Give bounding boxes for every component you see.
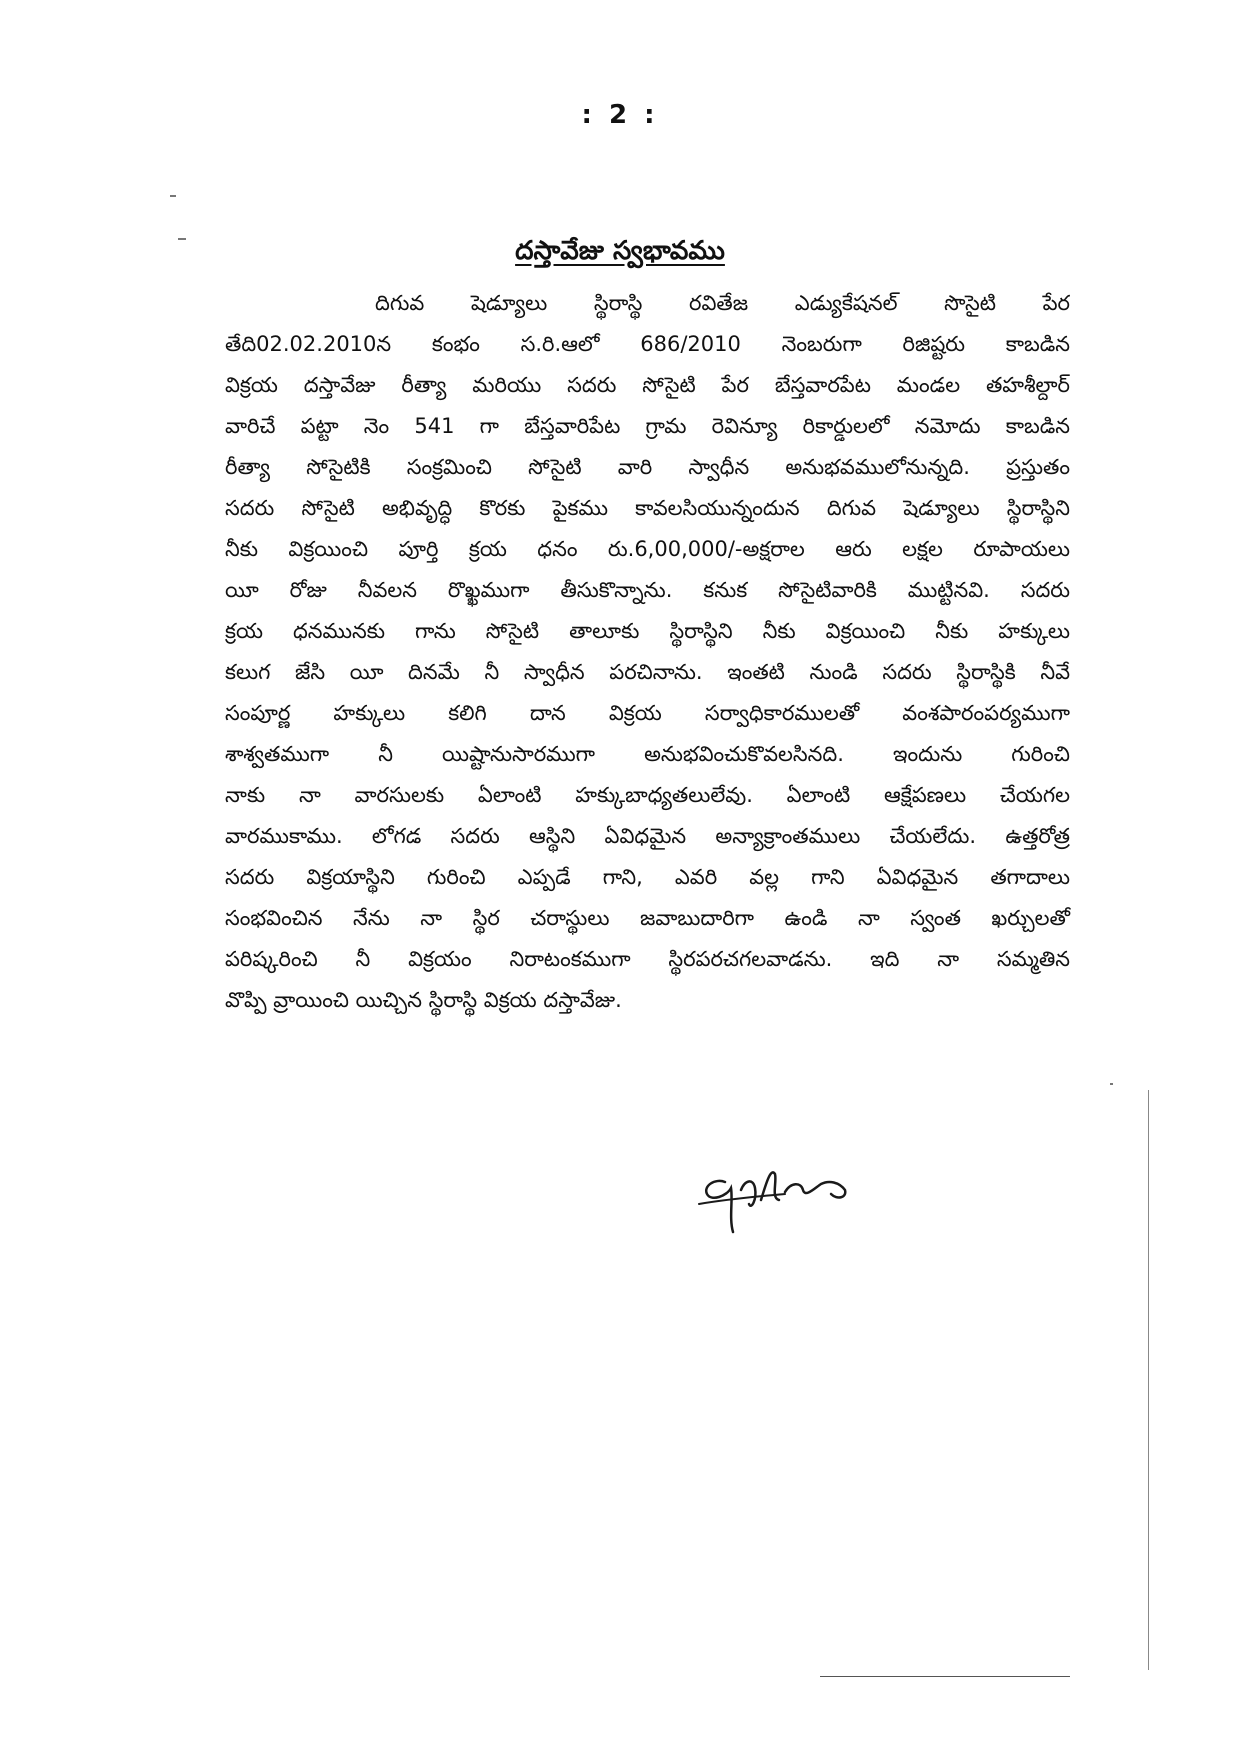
body-line: వొప్పి వ్రాయించి యిచ్చిన స్థిరాస్థి విక్రయ దస్తావేజు. <box>225 988 622 1012</box>
document-body <box>225 283 1070 1021</box>
handwritten-signature <box>695 1160 885 1240</box>
body-line: శాశ్వతముగా నీ యిష్టానుసారముగా అనుభవించుకొవలసినది. ఇందును గురించి <box>225 742 1070 766</box>
bottom-rule <box>820 1676 1070 1677</box>
body-line: వారిచే పట్టా నెం 541 గా బేస్తవారిపేట గ్రామ రెవిన్యూ రికార్డులలో నమోదు కాబడిన <box>225 414 1070 438</box>
body-line: సదరు సోసైటి అభివృద్ధి కొరకు పైకము కావలసియున్నందున దిగువ షెడ్యూలు స్థిరాస్థిని <box>225 496 1070 520</box>
body-line: విక్రయ దస్తావేజు రీత్యా మరియు సదరు సోసైటి పేర బేస్తవారపేట మండల తహశీల్దార్ <box>225 373 1070 397</box>
document-title: దస్తావేజు స్వభావము <box>515 236 725 266</box>
body-line: క్రయ ధనమునకు గాను సోసైటి తాలూకు స్థిరాస్థిని నీకు విక్రయించి నీకు హక్కులు <box>225 619 1070 643</box>
body-line: దిగువ షెడ్యూలు స్థిరాస్థి రవితేజ ఎడ్యుకేషనల్ సొసైటి పేర <box>375 291 1070 315</box>
body-line: సదరు విక్రయాస్థిని గురించి ఎప్పడే గాని, ఎవరి వల్ల గాని ఏవిధమైన తగాదాలు <box>225 865 1070 889</box>
scan-speck <box>170 195 176 197</box>
body-line: రీత్యా సోసైటికి సంక్రమించి సోసైటి వారి స్వాధీన అనుభవములోనున్నది. ప్రస్తుతం <box>225 455 1070 479</box>
body-line: సంభవించిన నేను నా స్థిర చరాస్థులు జవాబుదారిగా ఉండి నా స్వంత ఖర్చులతో <box>225 906 1070 930</box>
scan-speck <box>178 238 186 240</box>
body-line: కలుగ జేసి యీ దినమే నీ స్వాధీన పరచినాను. ఇంతటి నుండి సదరు స్థిరాస్థికి నీవే <box>225 660 1070 684</box>
body-line: నాకు నా వారసులకు ఏలాంటి హక్కుబాధ్యతలులేవు. ఏలాంటి ఆక్షేపణలు చేయగల <box>225 783 1070 807</box>
body-line: తేది02.02.2010న కంభం స.రి.ఆలో 686/2010 నెంబరుగా రిజిష్టరు కాబడిన <box>225 332 1070 356</box>
body-line: పరిష్కరించి నీ విక్రయం నిరాటంకముగా స్థిరపరచగలవాడను. ఇది నా సమ్మతిన <box>225 947 1070 971</box>
margin-rule <box>1148 1090 1149 1670</box>
body-line: యీ రోజు నీవలన రొఖ్ఖముగా తీసుకొన్నాను. కనుక సోసైటివారికి ముట్టినవి. సదరు <box>225 578 1070 602</box>
body-line: వారముకాము. లోగడ సదరు ఆస్థిని ఏవిధమైన అన్యాక్రాంతములు చేయలేదు. ఉత్తరోత్ర <box>225 824 1070 848</box>
body-line: సంపూర్ణ హక్కులు కలిగి దాన విక్రయ సర్వాధికారములతో వంశపారంపర్యముగా <box>225 701 1070 725</box>
page-number: : 2 : <box>581 100 659 130</box>
body-line: నీకు విక్రయించి పూర్తి క్రయ ధనం రు.6,00,000/-అక్షరాల ఆరు లక్షల రూపాయలు <box>225 537 1070 561</box>
scan-speck <box>1110 1083 1113 1085</box>
